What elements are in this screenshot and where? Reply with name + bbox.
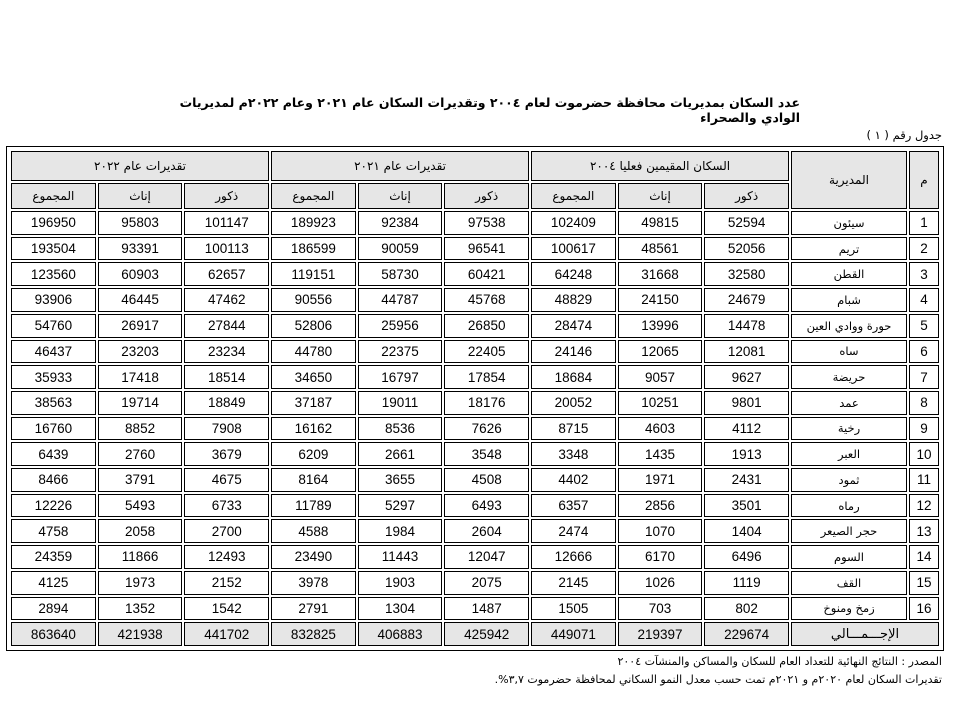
population-cell: 11866 <box>98 545 183 569</box>
population-cell: 2661 <box>358 442 443 466</box>
population-cell: 92384 <box>358 211 443 235</box>
row-index: 11 <box>909 468 939 492</box>
table-row <box>11 365 939 389</box>
header-group-2021: تقديرات عام ٢٠٢١ <box>271 151 529 181</box>
population-cell: 3978 <box>271 571 356 595</box>
population-cell: 189923 <box>271 211 356 235</box>
subheader-total: المجموع <box>531 183 616 209</box>
population-cell: 1404 <box>704 519 789 543</box>
population-cell: 25956 <box>358 314 443 338</box>
district-name: حورة ووادي العين <box>791 314 907 338</box>
table-row <box>11 442 939 466</box>
subheader-female: إناث <box>98 183 183 209</box>
population-cell: 3501 <box>704 494 789 518</box>
district-name: العبر <box>791 442 907 466</box>
row-index: 5 <box>909 314 939 338</box>
table-row <box>11 288 939 312</box>
population-cell: 8466 <box>11 468 96 492</box>
header-group-2004: السكان المقيمين فعليا ٢٠٠٤ <box>531 151 789 181</box>
table-row <box>11 468 939 492</box>
population-cell: 4588 <box>271 519 356 543</box>
header-index: م <box>909 151 939 209</box>
population-cell: 28474 <box>531 314 616 338</box>
population-cell: 1435 <box>618 442 703 466</box>
population-cell: 4402 <box>531 468 616 492</box>
district-name: القف <box>791 571 907 595</box>
population-cell: 35933 <box>11 365 96 389</box>
row-index: 10 <box>909 442 939 466</box>
population-cell: 8164 <box>271 468 356 492</box>
population-cell: 5297 <box>358 494 443 518</box>
table-row <box>11 519 939 543</box>
population-cell: 17418 <box>98 365 183 389</box>
header-district: المديرية <box>791 151 907 209</box>
population-cell: 26917 <box>98 314 183 338</box>
population-cell: 100113 <box>184 237 269 261</box>
population-cell: 26850 <box>444 314 529 338</box>
population-cell: 19011 <box>358 391 443 415</box>
table-row <box>11 391 939 415</box>
population-cell: 2700 <box>184 519 269 543</box>
population-cell: 6170 <box>618 545 703 569</box>
population-cell: 1352 <box>98 597 183 621</box>
population-cell: 3679 <box>184 442 269 466</box>
population-cell: 12666 <box>531 545 616 569</box>
population-cell: 8715 <box>531 417 616 441</box>
district-name: عمد <box>791 391 907 415</box>
subheader-total: المجموع <box>271 183 356 209</box>
page-title: عدد السكان بمديريات محافظة حضرموت لعام ٢٠٠٤ وتقديرات السكان عام ٢٠٢١ وعام ٢٠٢٢م لمديريات الوادي والصحراء <box>179 95 800 125</box>
population-cell: 93906 <box>11 288 96 312</box>
row-index: 3 <box>909 262 939 286</box>
population-cell: 54760 <box>11 314 96 338</box>
population-cell: 34650 <box>271 365 356 389</box>
population-cell: 2431 <box>704 468 789 492</box>
population-cell: 9057 <box>618 365 703 389</box>
population-cell: 14478 <box>704 314 789 338</box>
population-cell: 3548 <box>444 442 529 466</box>
population-cell: 2474 <box>531 519 616 543</box>
table-label: جدول رقم ( ١ ) <box>866 128 942 142</box>
table-row <box>11 494 939 518</box>
population-cell: 97538 <box>444 211 529 235</box>
row-index: 2 <box>909 237 939 261</box>
table-row <box>11 417 939 441</box>
header-group-2022: تقديرات عام ٢٠٢٢ <box>11 151 269 181</box>
population-cell: 24359 <box>11 545 96 569</box>
population-cell: 1304 <box>358 597 443 621</box>
population-cell: 96541 <box>444 237 529 261</box>
population-cell: 47462 <box>184 288 269 312</box>
subheader-male: ذكور <box>184 183 269 209</box>
population-cell: 58730 <box>358 262 443 286</box>
population-cell: 4603 <box>618 417 703 441</box>
population-cell: 62657 <box>184 262 269 286</box>
row-index: 8 <box>909 391 939 415</box>
population-cell: 2604 <box>444 519 529 543</box>
population-cell: 16162 <box>271 417 356 441</box>
population-cell: 3348 <box>531 442 616 466</box>
population-cell: 100617 <box>531 237 616 261</box>
row-index: 4 <box>909 288 939 312</box>
population-cell: 90556 <box>271 288 356 312</box>
total-cell: 421938 <box>98 622 183 646</box>
subheader-female: إناث <box>358 183 443 209</box>
population-cell: 2894 <box>11 597 96 621</box>
row-index: 13 <box>909 519 939 543</box>
population-cell: 1984 <box>358 519 443 543</box>
population-cell: 186599 <box>271 237 356 261</box>
population-cell: 102409 <box>531 211 616 235</box>
population-cell: 1487 <box>444 597 529 621</box>
population-cell: 1913 <box>704 442 789 466</box>
population-cell: 8852 <box>98 417 183 441</box>
district-name: حجر الصيعر <box>791 519 907 543</box>
population-cell: 31668 <box>618 262 703 286</box>
population-cell: 2856 <box>618 494 703 518</box>
population-cell: 101147 <box>184 211 269 235</box>
total-label: الإجـــمـــالي <box>791 622 939 646</box>
population-cell: 12226 <box>11 494 96 518</box>
population-cell: 1119 <box>704 571 789 595</box>
population-cell: 5493 <box>98 494 183 518</box>
row-index: 15 <box>909 571 939 595</box>
population-cell: 2145 <box>531 571 616 595</box>
population-cell: 1903 <box>358 571 443 595</box>
population-cell: 23203 <box>98 340 183 364</box>
population-table-frame <box>6 146 944 651</box>
population-cell: 9801 <box>704 391 789 415</box>
population-cell: 38563 <box>11 391 96 415</box>
population-cell: 7626 <box>444 417 529 441</box>
population-cell: 11443 <box>358 545 443 569</box>
row-index: 14 <box>909 545 939 569</box>
district-name: ثمود <box>791 468 907 492</box>
population-cell: 19714 <box>98 391 183 415</box>
population-cell: 1973 <box>98 571 183 595</box>
population-cell: 7908 <box>184 417 269 441</box>
population-table <box>9 149 941 648</box>
population-cell: 193504 <box>11 237 96 261</box>
district-name: سيئون <box>791 211 907 235</box>
population-cell: 6439 <box>11 442 96 466</box>
population-cell: 3655 <box>358 468 443 492</box>
table-row <box>11 597 939 621</box>
population-cell: 44787 <box>358 288 443 312</box>
population-cell: 8536 <box>358 417 443 441</box>
population-cell: 24150 <box>618 288 703 312</box>
total-cell: 449071 <box>531 622 616 646</box>
population-cell: 2791 <box>271 597 356 621</box>
population-cell: 60421 <box>444 262 529 286</box>
population-cell: 13996 <box>618 314 703 338</box>
population-cell: 12493 <box>184 545 269 569</box>
row-index: 16 <box>909 597 939 621</box>
population-cell: 48561 <box>618 237 703 261</box>
population-cell: 18849 <box>184 391 269 415</box>
table-row <box>11 211 939 235</box>
population-cell: 18176 <box>444 391 529 415</box>
population-cell: 18514 <box>184 365 269 389</box>
table-row <box>11 237 939 261</box>
population-cell: 49815 <box>618 211 703 235</box>
row-index: 9 <box>909 417 939 441</box>
population-cell: 6357 <box>531 494 616 518</box>
total-cell: 425942 <box>444 622 529 646</box>
population-cell: 24679 <box>704 288 789 312</box>
population-cell: 4125 <box>11 571 96 595</box>
total-cell: 832825 <box>271 622 356 646</box>
district-name: القطن <box>791 262 907 286</box>
population-cell: 123560 <box>11 262 96 286</box>
population-cell: 22375 <box>358 340 443 364</box>
population-cell: 48829 <box>531 288 616 312</box>
population-cell: 703 <box>618 597 703 621</box>
district-name: زمخ ومنوخ <box>791 597 907 621</box>
population-cell: 4758 <box>11 519 96 543</box>
population-cell: 60903 <box>98 262 183 286</box>
population-cell: 6493 <box>444 494 529 518</box>
population-cell: 46445 <box>98 288 183 312</box>
population-cell: 196950 <box>11 211 96 235</box>
population-cell: 64248 <box>531 262 616 286</box>
district-name: حريضة <box>791 365 907 389</box>
row-index: 12 <box>909 494 939 518</box>
subheader-female: إناث <box>618 183 703 209</box>
population-cell: 52594 <box>704 211 789 235</box>
district-name: رخية <box>791 417 907 441</box>
total-cell: 219397 <box>618 622 703 646</box>
population-cell: 27844 <box>184 314 269 338</box>
population-cell: 6209 <box>271 442 356 466</box>
population-cell: 12081 <box>704 340 789 364</box>
total-cell: 406883 <box>358 622 443 646</box>
population-cell: 23234 <box>184 340 269 364</box>
population-cell: 3791 <box>98 468 183 492</box>
population-cell: 12047 <box>444 545 529 569</box>
row-index: 7 <box>909 365 939 389</box>
population-cell: 6496 <box>704 545 789 569</box>
population-cell: 4508 <box>444 468 529 492</box>
population-cell: 20052 <box>531 391 616 415</box>
district-name: ساه <box>791 340 907 364</box>
district-name: تريم <box>791 237 907 261</box>
population-cell: 9627 <box>704 365 789 389</box>
estimate-footnote: تقديرات السكان لعام ٢٠٢٠م و ٢٠٢١م تمت حسب معدل النمو السكاني لمحافظة حضرموت ٣,٧%. <box>494 673 942 686</box>
subheader-total: المجموع <box>11 183 96 209</box>
population-cell: 1026 <box>618 571 703 595</box>
population-cell: 18684 <box>531 365 616 389</box>
source-footnote: المصدر : النتائج النهائية للتعداد العام للسكان والمساكن والمنشآت ٢٠٠٤ <box>617 655 942 668</box>
population-cell: 119151 <box>271 262 356 286</box>
population-cell: 44780 <box>271 340 356 364</box>
population-cell: 1971 <box>618 468 703 492</box>
population-cell: 10251 <box>618 391 703 415</box>
population-cell: 16797 <box>358 365 443 389</box>
population-cell: 90059 <box>358 237 443 261</box>
total-cell: 441702 <box>184 622 269 646</box>
population-cell: 1505 <box>531 597 616 621</box>
table-row <box>11 545 939 569</box>
table-row <box>11 571 939 595</box>
table-row <box>11 340 939 364</box>
population-cell: 45768 <box>444 288 529 312</box>
population-cell: 46437 <box>11 340 96 364</box>
population-cell: 2075 <box>444 571 529 595</box>
district-name: رماه <box>791 494 907 518</box>
population-cell: 12065 <box>618 340 703 364</box>
population-cell: 1542 <box>184 597 269 621</box>
population-cell: 52806 <box>271 314 356 338</box>
population-cell: 37187 <box>271 391 356 415</box>
row-index: 6 <box>909 340 939 364</box>
population-cell: 6733 <box>184 494 269 518</box>
total-cell: 229674 <box>704 622 789 646</box>
table-row <box>11 314 939 338</box>
population-cell: 24146 <box>531 340 616 364</box>
population-cell: 17854 <box>444 365 529 389</box>
population-cell: 32580 <box>704 262 789 286</box>
district-name: السوم <box>791 545 907 569</box>
subheader-male: ذكور <box>704 183 789 209</box>
population-cell: 23490 <box>271 545 356 569</box>
population-cell: 95803 <box>98 211 183 235</box>
population-cell: 22405 <box>444 340 529 364</box>
population-cell: 11789 <box>271 494 356 518</box>
population-cell: 802 <box>704 597 789 621</box>
population-cell: 1070 <box>618 519 703 543</box>
population-cell: 2058 <box>98 519 183 543</box>
total-cell: 863640 <box>11 622 96 646</box>
population-cell: 93391 <box>98 237 183 261</box>
row-index: 1 <box>909 211 939 235</box>
district-name: شبام <box>791 288 907 312</box>
subheader-male: ذكور <box>444 183 529 209</box>
table-row <box>11 262 939 286</box>
population-cell: 52056 <box>704 237 789 261</box>
population-cell: 2152 <box>184 571 269 595</box>
population-cell: 16760 <box>11 417 96 441</box>
population-cell: 2760 <box>98 442 183 466</box>
population-cell: 4112 <box>704 417 789 441</box>
population-cell: 4675 <box>184 468 269 492</box>
total-row <box>11 622 939 646</box>
